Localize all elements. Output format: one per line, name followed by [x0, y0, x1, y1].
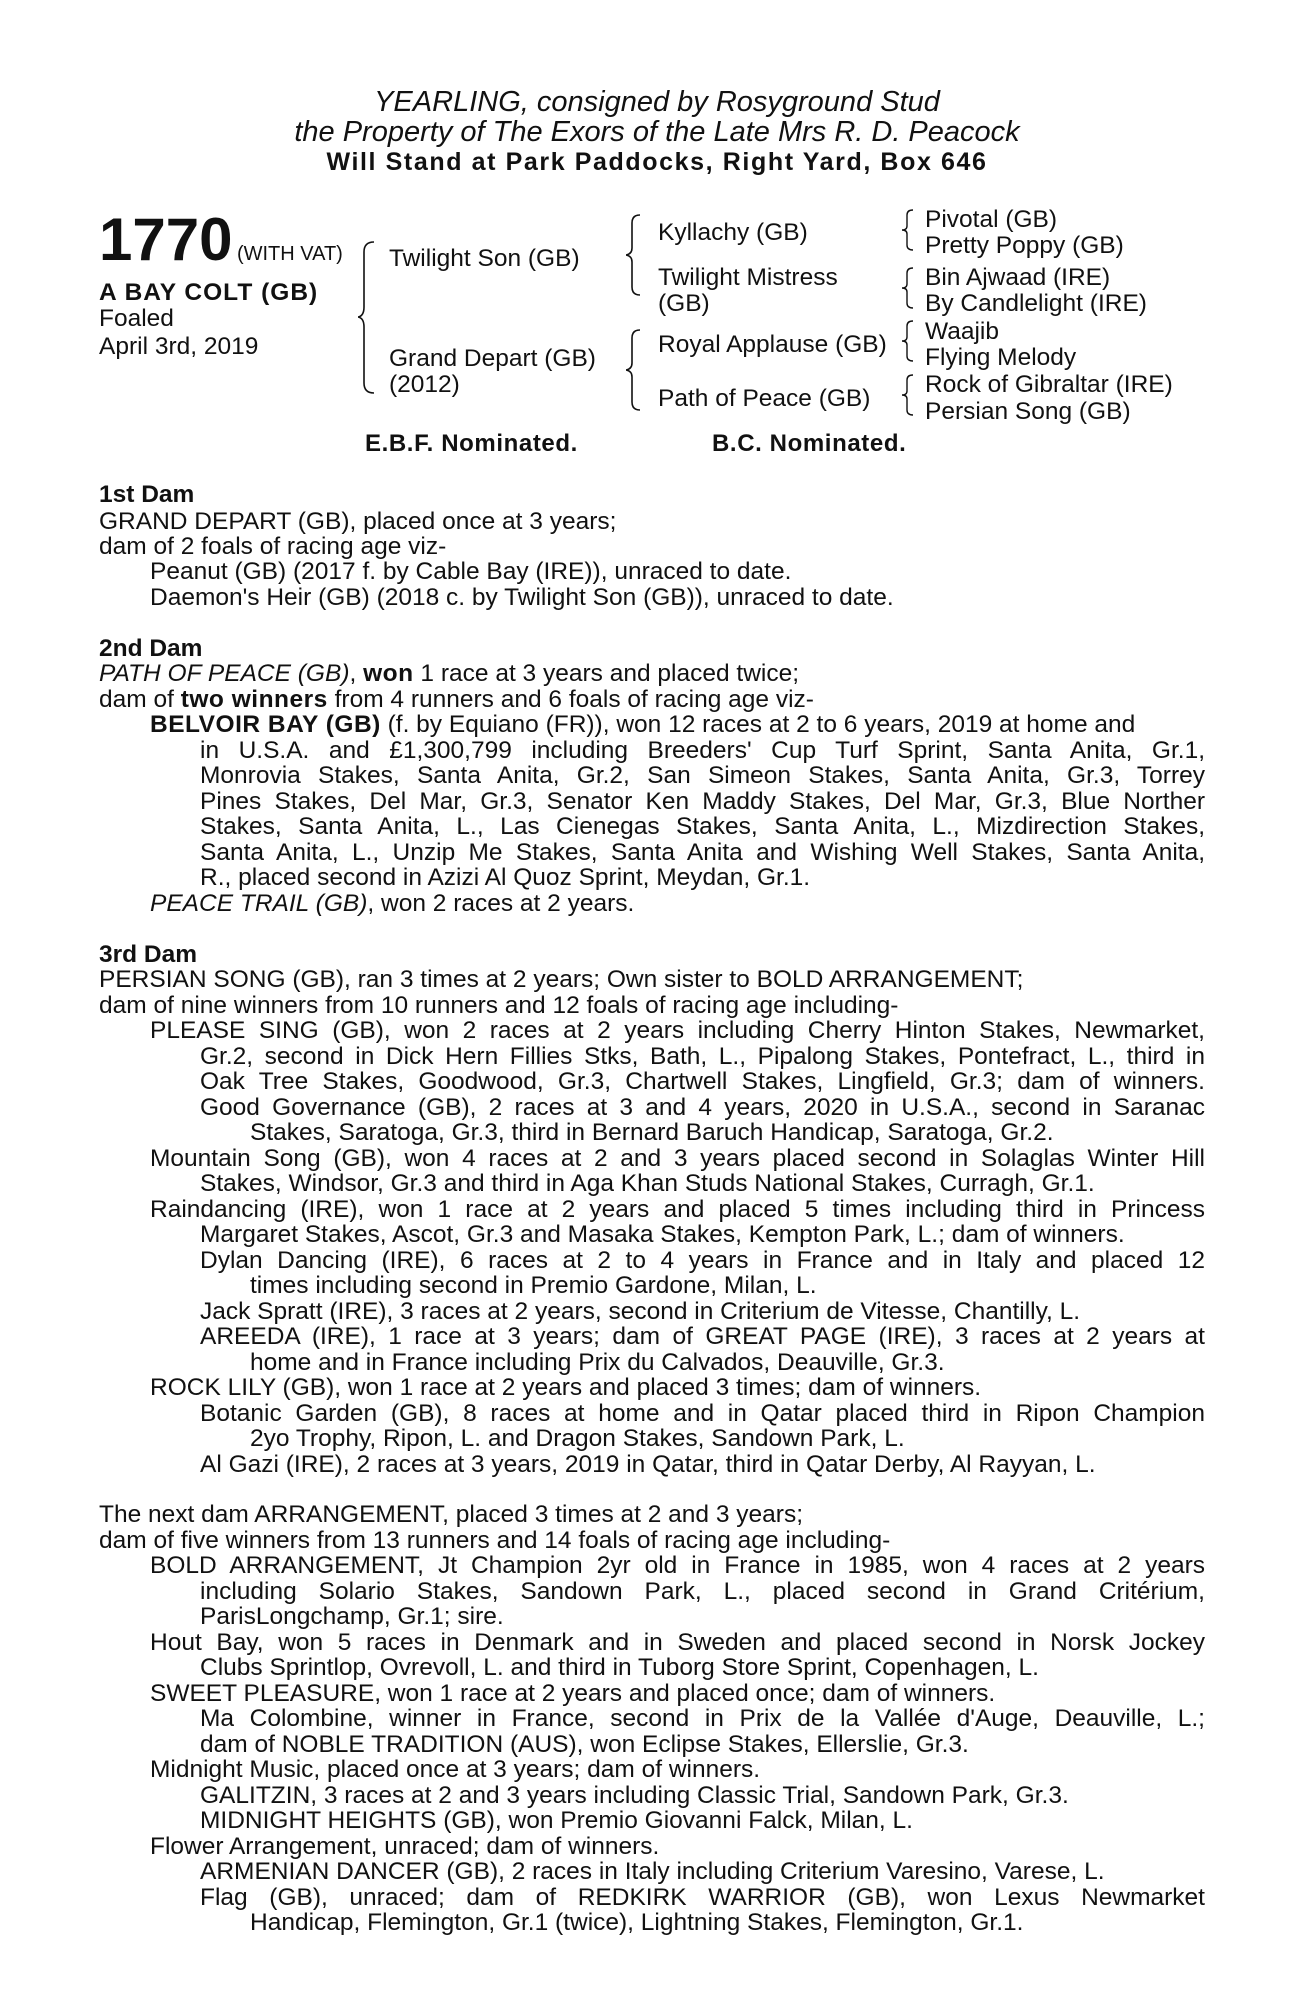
- pedigree-brace-2a: [626, 213, 644, 297]
- foaled-date: April 3rd, 2019: [99, 333, 259, 360]
- ma-colombine-line1: Ma Colombine, winner in France, second in Prix de la Vallée d'Auge, Deauville, L.;: [200, 1707, 1205, 1732]
- dam-dam-sire: Rock of Gibraltar (IRE): [925, 371, 1173, 398]
- bold-arrangement-line1: BOLD ARRANGEMENT, Jt Champion 2yr old in France in 1985, won 4 races at 2 years: [150, 1554, 1205, 1579]
- please-sing-line2: Gr.2, second in Dick Hern Fillies Stks, Bath, L., Pipalong Stakes, Pontefract, L., third in: [200, 1045, 1205, 1070]
- ma-colombine-line2: dam of NOBLE TRADITION (AUS), won Eclipse Stakes, Ellerslie, Gr.3.: [200, 1731, 969, 1758]
- first-dam-line: GRAND DEPART (GB), placed once at 3 years;: [99, 508, 617, 535]
- third-dam-line: PERSIAN SONG (GB), ran 3 times at 2 years; Own sister to BOLD ARRANGEMENT;: [99, 966, 1024, 993]
- dam-dam-dam: Persian Song (GB): [925, 398, 1131, 425]
- dam-sire-sire: Waajib: [925, 318, 999, 345]
- jack-spratt-line: Jack Spratt (IRE), 3 races at 2 years, second in Criterium de Vitesse, Chantilly, L.: [200, 1298, 1081, 1325]
- belvoir-bay-line7: R., placed second in Azizi Al Quoz Sprint, Meydan, Gr.1.: [200, 864, 811, 891]
- mountain-song-line1: Mountain Song (GB), won 4 races at 2 and 3 years placed second in Solaglas Winter Hill: [150, 1147, 1205, 1172]
- mountain-song-line2: Stakes, Windsor, Gr.3 and third in Aga Khan Studs National Stakes, Curragh, Gr.1.: [200, 1170, 1095, 1197]
- first-dam-summary: dam of 2 foals of racing age viz-: [99, 533, 447, 560]
- pedigree-brace-3c: [902, 319, 916, 363]
- lot-number-row: [99, 206, 343, 273]
- belvoir-bay-line1: BELVOIR BAY (GB) (f. by Equiano (FR)), won 12 races at 2 to 6 years, 2019 at home and: [150, 711, 1136, 738]
- belvoir-bay-line3: Monrovia Stakes, Santa Anita, Gr.2, San Simeon Stakes, Santa Anita, Gr.3, Torrey: [200, 764, 1205, 789]
- dam-dam: Path of Peace (GB): [658, 385, 871, 412]
- first-dam-foal-2: Daemon's Heir (GB) (2018 c. by Twilight Son (GB)), unraced to date.: [150, 584, 894, 611]
- flag-line2: Handicap, Flemington, Gr.1 (twice), Lightning Stakes, Flemington, Gr.1.: [250, 1909, 1024, 1936]
- midnight-heights-line: MIDNIGHT HEIGHTS (GB), won Premio Giovanni Falck, Milan, L.: [200, 1807, 913, 1834]
- dam-year: (2012): [389, 371, 460, 398]
- lot-name: A BAY COLT (GB): [99, 279, 319, 306]
- hout-bay-line1: Hout Bay, won 5 races in Denmark and in Sweden and placed second in Norsk Jockey: [150, 1631, 1205, 1656]
- vat-label: (WITH VAT): [236, 243, 343, 265]
- good-governance-line1: Good Governance (GB), 2 races at 3 and 4 years, 2020 in U.S.A., second in Saranac: [200, 1096, 1205, 1121]
- property-line: the Property of The Exors of the Late Mrs R. D. Peacock: [294, 116, 1020, 148]
- raindancing-line1: Raindancing (IRE), won 1 race at 2 years and placed 5 times including third in Princess: [150, 1198, 1205, 1223]
- belvoir-bay-line4: Pines Stakes, Del Mar, Gr.3, Senator Ken Maddy Stakes, Del Mar, Gr.3, Blue Norther: [200, 790, 1205, 815]
- sire-sire: Kyllachy (GB): [658, 219, 808, 246]
- areeda-line2: home and in France including Prix du Calvados, Deauville, Gr.3.: [250, 1349, 945, 1376]
- pedigree-brace-3a: [902, 208, 916, 252]
- sire-dam-line1: Twilight Mistress: [658, 264, 838, 291]
- third-dam-summary: dam of nine winners from 10 runners and 12 foals of racing age including-: [99, 992, 899, 1019]
- flower-arrangement-line: Flower Arrangement, unraced; dam of winners.: [150, 1833, 660, 1860]
- pedigree-brace-2b: [626, 328, 644, 412]
- second-dam-title: 2nd Dam: [99, 635, 203, 662]
- ebf-nominated: E.B.F. Nominated.: [365, 430, 578, 457]
- bc-nominated: B.C. Nominated.: [712, 430, 907, 457]
- peace-trail-line: PEACE TRAIL (GB), won 2 races at 2 years.: [150, 890, 635, 917]
- location-line: Will Stand at Park Paddocks, Right Yard, Box 646: [326, 148, 988, 176]
- foaled-label: Foaled: [99, 305, 174, 332]
- sweet-pleasure-line: SWEET PLEASURE, won 1 race at 2 years and placed once; dam of winners.: [150, 1680, 996, 1707]
- al-gazi-line: Al Gazi (IRE), 2 races at 3 years, 2019 in Qatar, third in Qatar Derby, Al Rayyan, L.: [200, 1451, 1096, 1478]
- sire-dam-dam: By Candlelight (IRE): [925, 290, 1147, 317]
- please-sing-line3: Oak Tree Stakes, Goodwood, Gr.3, Chartwell Stakes, Lingfield, Gr.3; dam of winners.: [200, 1070, 1205, 1095]
- first-dam-title: 1st Dam: [99, 481, 195, 508]
- galitzin-line: GALITZIN, 3 races at 2 and 3 years including Classic Trial, Sandown Park, Gr.3.: [200, 1782, 1069, 1809]
- second-dam-summary: dam of two winners from 4 runners and 6 foals of racing age viz-: [99, 686, 814, 713]
- belvoir-bay-line6: Santa Anita, L., Unzip Me Stakes, Santa Anita and Wishing Well Stakes, Santa Anita,: [200, 841, 1205, 866]
- belvoir-bay-line5: Stakes, Santa Anita, L., Las Cienegas Stakes, Santa Anita, L., Mizdirection Stakes,: [200, 815, 1205, 840]
- sire-sire-sire: Pivotal (GB): [925, 206, 1058, 233]
- sire-sire-dam: Pretty Poppy (GB): [925, 232, 1124, 259]
- dam-name: Grand Depart (GB): [389, 345, 596, 372]
- dylan-dancing-line1: Dylan Dancing (IRE), 6 races at 2 to 4 years in France and in Italy and placed 12: [200, 1249, 1205, 1274]
- consignor-line: YEARLING, consigned by Rosyground Stud: [374, 86, 940, 118]
- rock-lily-line: ROCK LILY (GB), won 1 race at 2 years and placed 3 times; dam of winners.: [150, 1374, 982, 1401]
- bold-arrangement-line2: including Solario Stakes, Sandown Park, L., placed second in Grand Critérium,: [200, 1580, 1205, 1605]
- botanic-garden-line2: 2yo Trophy, Ripon, L. and Dragon Stakes, Sandown Park, L.: [250, 1425, 905, 1452]
- first-dam-foal-1: Peanut (GB) (2017 f. by Cable Bay (IRE)), unraced to date.: [150, 558, 792, 585]
- pedigree-brace-3b: [902, 266, 916, 310]
- areeda-line1: AREEDA (IRE), 1 race at 3 years; dam of GREAT PAGE (IRE), 3 races at 2 years at: [200, 1325, 1205, 1350]
- lot-number: 1770: [99, 206, 233, 273]
- sire-dam-line2: (GB): [658, 290, 710, 317]
- please-sing-line1: PLEASE SING (GB), won 2 races at 2 years including Cherry Hinton Stakes, Newmarket,: [150, 1019, 1205, 1044]
- flag-line1: Flag (GB), unraced; dam of REDKIRK WARRIOR (GB), won Lexus Newmarket: [200, 1886, 1205, 1911]
- belvoir-bay-line2: in U.S.A. and £1,300,799 including Breeders' Cup Turf Sprint, Santa Anita, Gr.1,: [200, 739, 1205, 764]
- dam-sire-dam: Flying Melody: [925, 344, 1077, 371]
- hout-bay-line2: Clubs Sprintlop, Ovrevoll, L. and third in Tuborg Store Sprint, Copenhagen, L.: [200, 1654, 1039, 1681]
- dam-sire: Royal Applause (GB): [658, 331, 887, 358]
- pedigree-brace-3d: [902, 373, 916, 417]
- pedigree-brace-1: [358, 240, 378, 395]
- midnight-music-line: Midnight Music, placed once at 3 years; dam of winners.: [150, 1756, 761, 1783]
- second-dam-line: PATH OF PEACE (GB), won 1 race at 3 years and placed twice;: [99, 660, 800, 687]
- bold-arrangement-line3: ParisLongchamp, Gr.1; sire.: [200, 1603, 504, 1630]
- dylan-dancing-line2: times including second in Premio Gardone, Milan, L.: [250, 1272, 817, 1299]
- next-dam-line: The next dam ARRANGEMENT, placed 3 times at 2 and 3 years;: [99, 1501, 804, 1528]
- raindancing-line2: Margaret Stakes, Ascot, Gr.3 and Masaka Stakes, Kempton Park, L.; dam of winners.: [200, 1221, 1125, 1248]
- third-dam-title: 3rd Dam: [99, 941, 198, 968]
- next-dam-summary: dam of five winners from 13 runners and 14 foals of racing age including-: [99, 1527, 891, 1554]
- good-governance-line2: Stakes, Saratoga, Gr.3, third in Bernard Baruch Handicap, Saratoga, Gr.2.: [250, 1119, 1054, 1146]
- botanic-garden-line1: Botanic Garden (GB), 8 races at home and in Qatar placed third in Ripon Champion: [200, 1402, 1205, 1427]
- sire-name: Twilight Son (GB): [389, 245, 580, 272]
- sire-dam-sire: Bin Ajwaad (IRE): [925, 264, 1111, 291]
- armenian-dancer-line: ARMENIAN DANCER (GB), 2 races in Italy including Criterium Varesino, Varese, L.: [200, 1858, 1105, 1885]
